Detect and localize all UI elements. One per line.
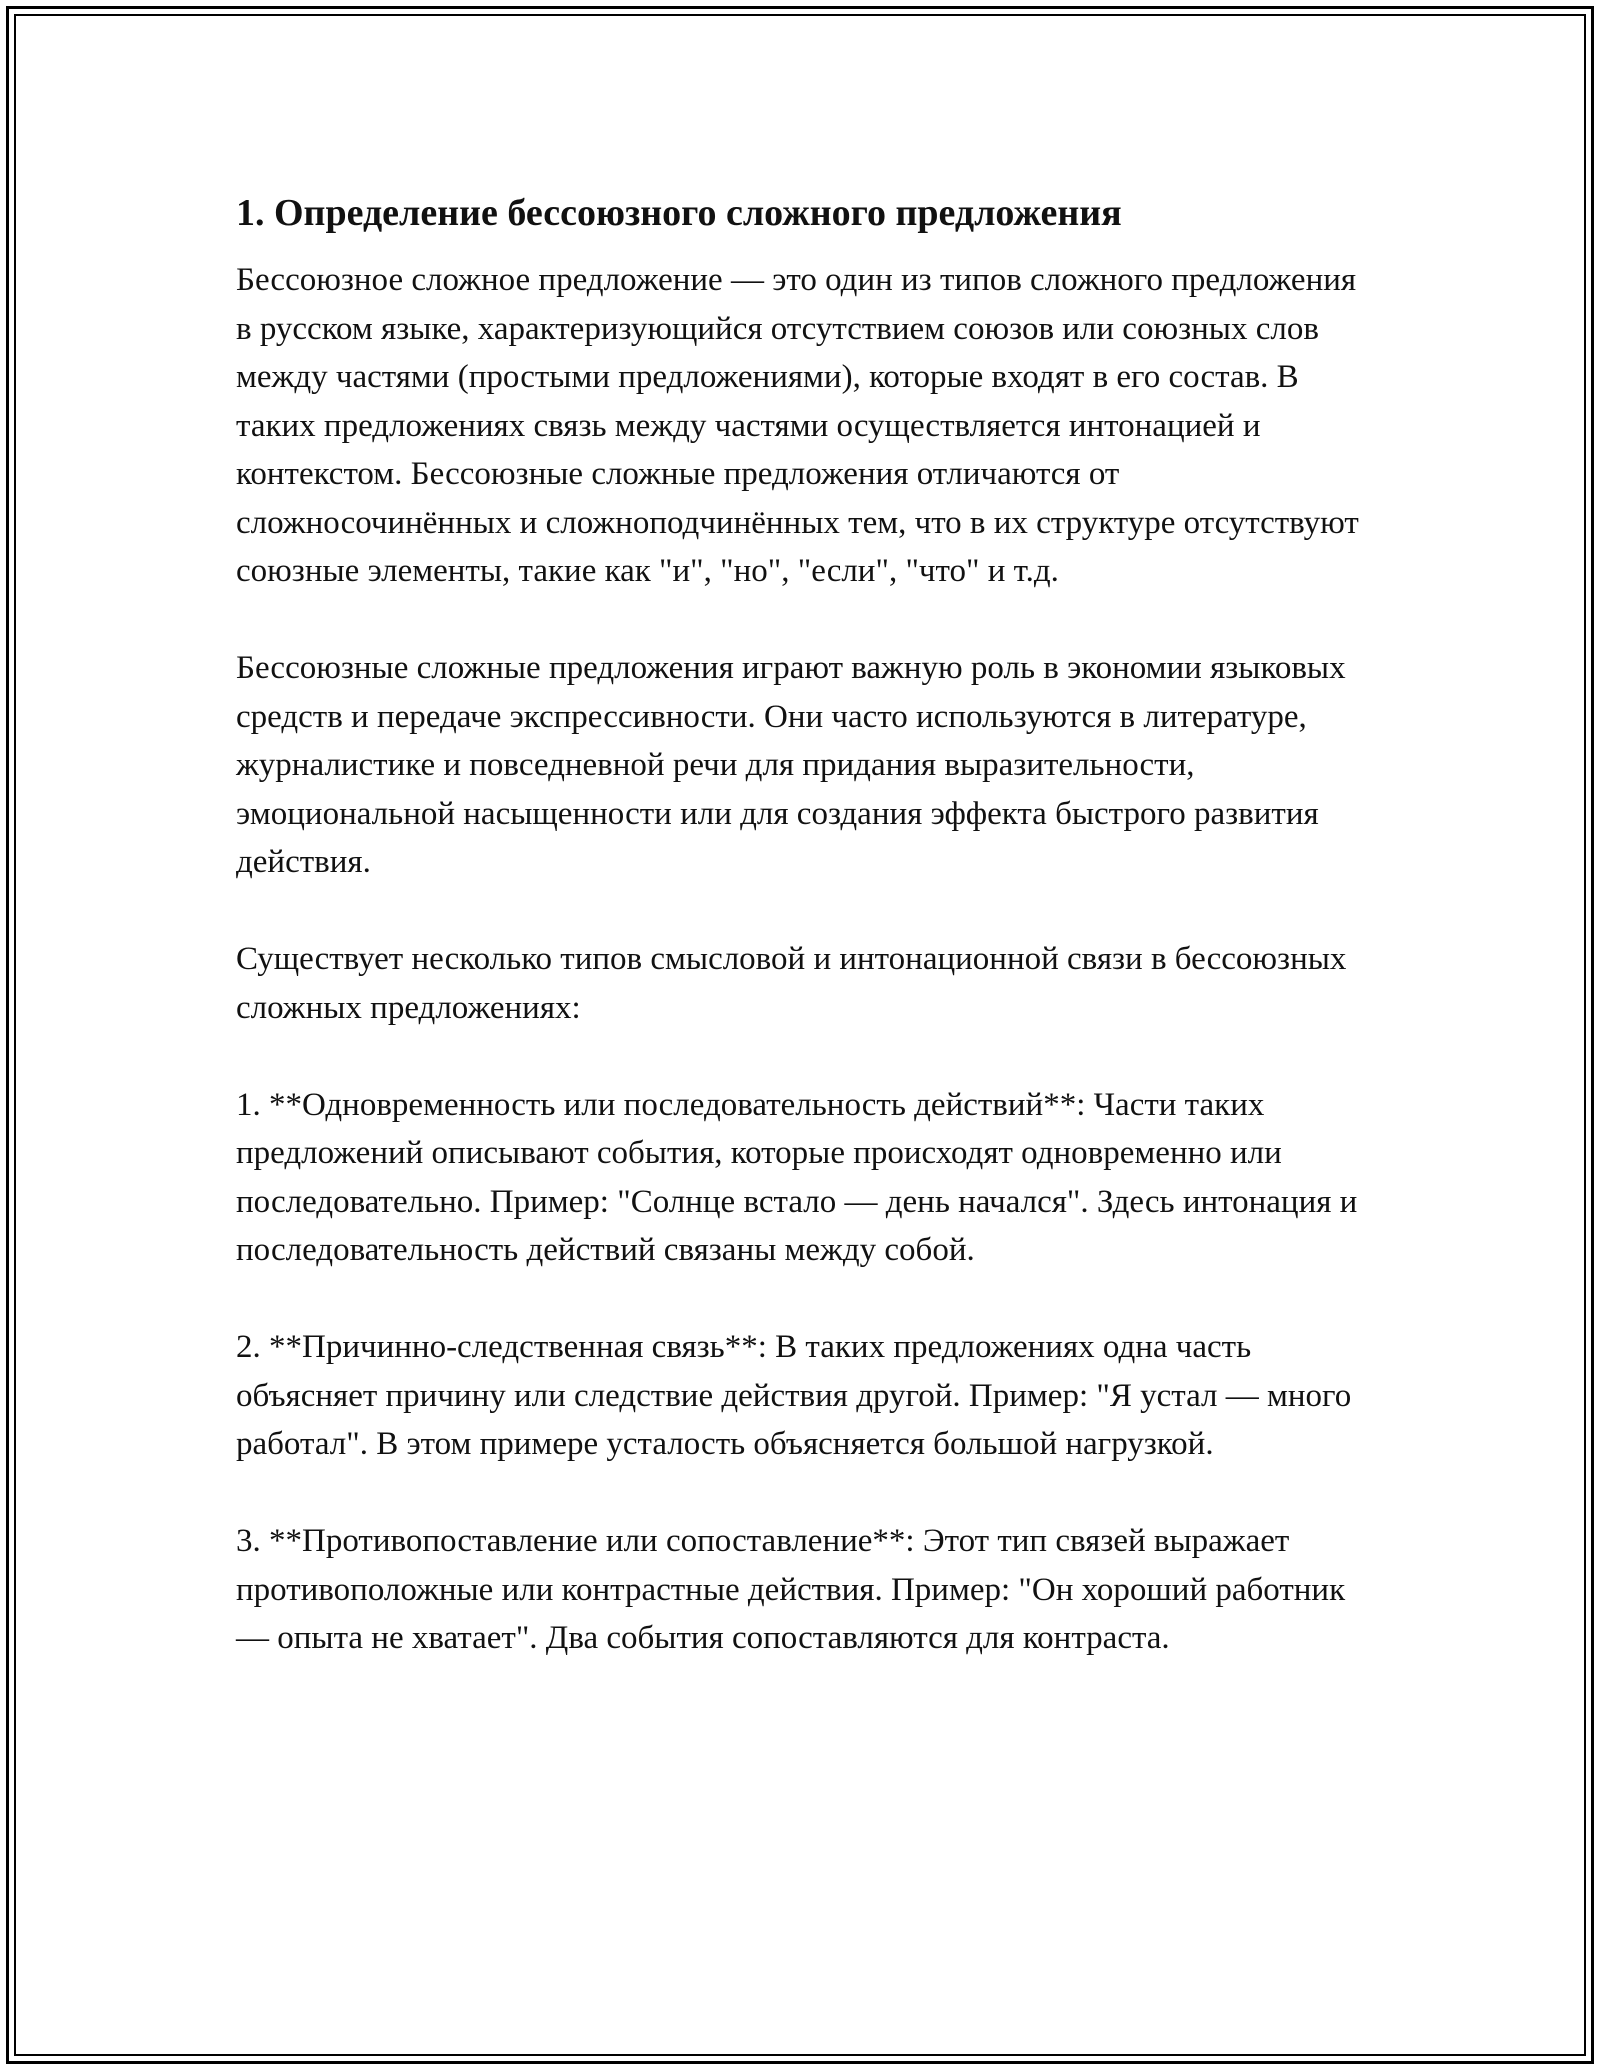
- document-body: [236, 186, 1376, 1663]
- list-item-simultaneity: 1. **Одновременность или последовательность действий**: Части таких предложений описывают события, которые происходят одновременно или последовательно. Пример: "Солнце встало — день начался". Здесь интонация и последовательность действий связаны между собой.: [236, 1086, 1358, 1268]
- paragraph-definition: Бессоюзное сложное предложение — это один из типов сложного предложения в русском языке, характеризующийся отсутствием союзов или союзных слов между частями (простыми предложениями), которые входят в его состав. В таких предложениях связь между частями осуществляется интонацией и контекстом. Бессоюзные сложные предложения отличаются от сложносочинённых и сложноподчинённых тем, что в их структуре отсутствуют союзные элементы, такие как "и", "но", "если", "что" и т.д.: [236, 262, 1359, 589]
- section-heading: 1. Определение бессоюзного сложного предложения: [236, 192, 1122, 234]
- list-item-cause-effect: 2. **Причинно-следственная связь**: В таких предложениях одна часть объясняет причину или следствие действия другой. Пример: "Я устал — много работал". В этом примере усталость объясняется большой нагрузкой.: [236, 1329, 1352, 1462]
- paragraph-role: Бессоюзные сложные предложения играют важную роль в экономии языковых средств и передаче экспрессивности. Они часто используются в литературе, журналистике и повседневной речи для придания выразительности, эмоциональной насыщенности или для создания эффекта быстрого развития действия.: [236, 650, 1346, 880]
- list-item-contrast: 3. **Противопоставление или сопоставление**: Этот тип связей выражает противоположные или контрастные действия. Пример: "Он хороший работник — опыта не хватает". Два события сопоставляются для контраста.: [236, 1523, 1346, 1656]
- paragraph-types-intro: Существует несколько типов смысловой и интонационной связи в бессоюзных сложных предложениях:: [236, 941, 1347, 1026]
